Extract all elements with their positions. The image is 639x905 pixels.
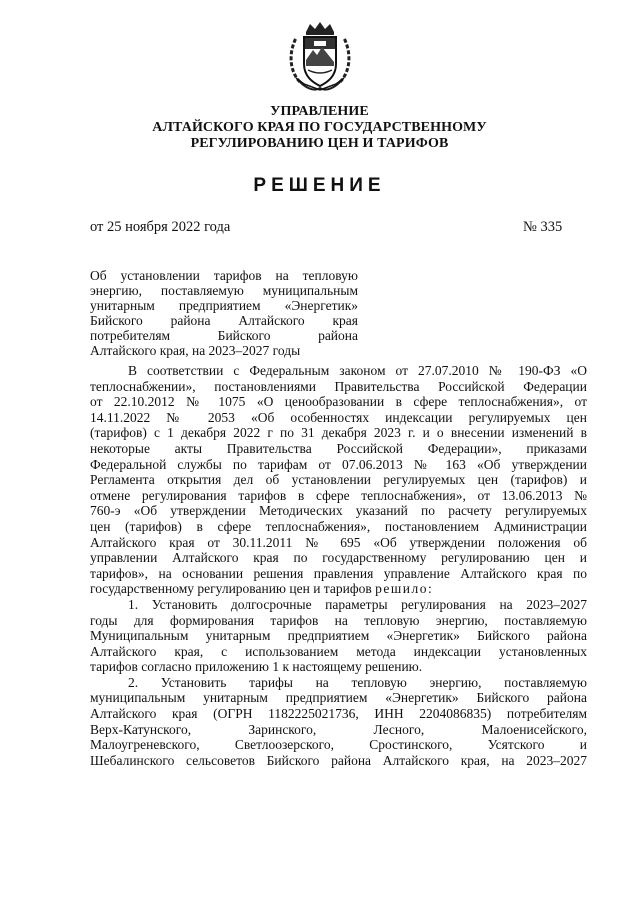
- subject-line: Алтайского края, на 2023–2027 годы: [90, 343, 301, 358]
- org-name-line3: РЕГУЛИРОВАНИЮ ЦЕН И ТАРИФОВ: [190, 136, 449, 151]
- paragraph-preamble: [90, 363, 587, 597]
- decision-subject: [90, 268, 358, 358]
- body-line: 14.11.2022 № 2053 «Об особенностях индексации регулируемых цен: [90, 409, 587, 425]
- body-line: тарифов согласно приложению 1 к настоящему решению.: [90, 659, 423, 675]
- body-line: Алтайского края, с использованием метода индексации установленных: [90, 643, 587, 659]
- body-line: Шебалинского сельсоветов Бийского района Алтайского края, на 2023–2027: [90, 752, 587, 768]
- org-name-line2: АЛТАЙСКОГО КРАЯ ПО ГОСУДАРСТВЕННОМУ: [152, 120, 487, 135]
- decided-word: решило:: [375, 581, 434, 597]
- body-line: управлении Алтайского края по государственному регулированию цен и: [90, 550, 587, 566]
- body-line: Муниципальным унитарным предприятием «Энергетик» Бийского района: [90, 628, 587, 644]
- body-line: отмене регулирования тарифов в сфере теплоснабжения», от 13.06.2013 №: [90, 487, 587, 503]
- decision-number: № 335: [523, 219, 563, 235]
- body-line: некоторые акты Правительства Российской Федерации», приказами: [90, 440, 587, 456]
- subject-line: потребителям Бийского района: [90, 328, 358, 343]
- subject-line: энергию, поставляемую муниципальным: [90, 283, 358, 298]
- decision-body: [90, 363, 587, 768]
- body-line: теплоснабжении», постановлениями Правительства Российской Федерации: [90, 378, 587, 394]
- decision-title: РЕШЕНИЕ: [253, 175, 386, 196]
- body-line: [90, 581, 587, 597]
- body-line: муниципальным унитарным предприятием «Энергетик» Бийского района: [90, 690, 587, 706]
- body-line: Федеральной службы по тарифам от 07.06.2013 № 163 «Об утверждении: [90, 456, 587, 472]
- body-line: годы для формирования тарифов на тепловую энергию, поставляемую: [90, 612, 587, 628]
- subject-line: унитарным предприятием «Энергетик»: [90, 298, 358, 313]
- body-line: Алтайского края (ОГРН 1182225021736, ИНН 2204086835) потребителям: [90, 706, 587, 722]
- decision-date: от 25 ноября 2022 года: [90, 219, 231, 235]
- body-line: (тарифов) с 1 декабря 2022 г по 31 декабря 2023 г. и о внесении изменений в: [90, 425, 587, 441]
- body-line: 760-э «Об утверждении Методических указаний по расчету регулируемых: [90, 503, 587, 519]
- body-line: 1. Установить долгосрочные параметры регулирования на 2023–2027: [128, 596, 587, 612]
- body-line: Верх-Катунского, Заринского, Лесного, Малоенисейского,: [90, 721, 587, 737]
- body-line: В соответствии с Федеральным законом от 27.07.2010 № 190-ФЗ «О: [128, 363, 587, 378]
- body-line-text: государственному регулированию цен и тарифов: [90, 581, 376, 597]
- body-line: от 22.10.2012 № 1075 «О ценообразовании в сфере теплоснабжения», от: [90, 394, 587, 410]
- body-line: Алтайского края от 30.11.2011 № 695 «Об утверждении положения об: [90, 534, 587, 550]
- body-line: цен (тарифов) в сфере теплоснабжения», постановлением Администрации: [90, 518, 587, 534]
- org-name-line1: УПРАВЛЕНИЕ: [270, 104, 369, 119]
- paragraph-item-2: [90, 675, 587, 769]
- body-line: Регламента открытия дел об установлении регулируемых цен (тарифов) и: [90, 472, 587, 488]
- coat-of-arms-icon: [286, 20, 354, 94]
- paragraph-item-1: [90, 597, 587, 675]
- body-line: Малоугреневского, Светлоозерского, Сростинского, Усятского и: [90, 737, 587, 753]
- subject-line: Бийского района Алтайского края: [90, 313, 358, 328]
- body-line: тарифов», на основании решения правления управление Алтайского края по: [90, 565, 587, 581]
- body-line: 2. Установить тарифы на тепловую энергию, поставляемую: [128, 674, 587, 690]
- subject-line: Об установлении тарифов на тепловую: [90, 268, 358, 283]
